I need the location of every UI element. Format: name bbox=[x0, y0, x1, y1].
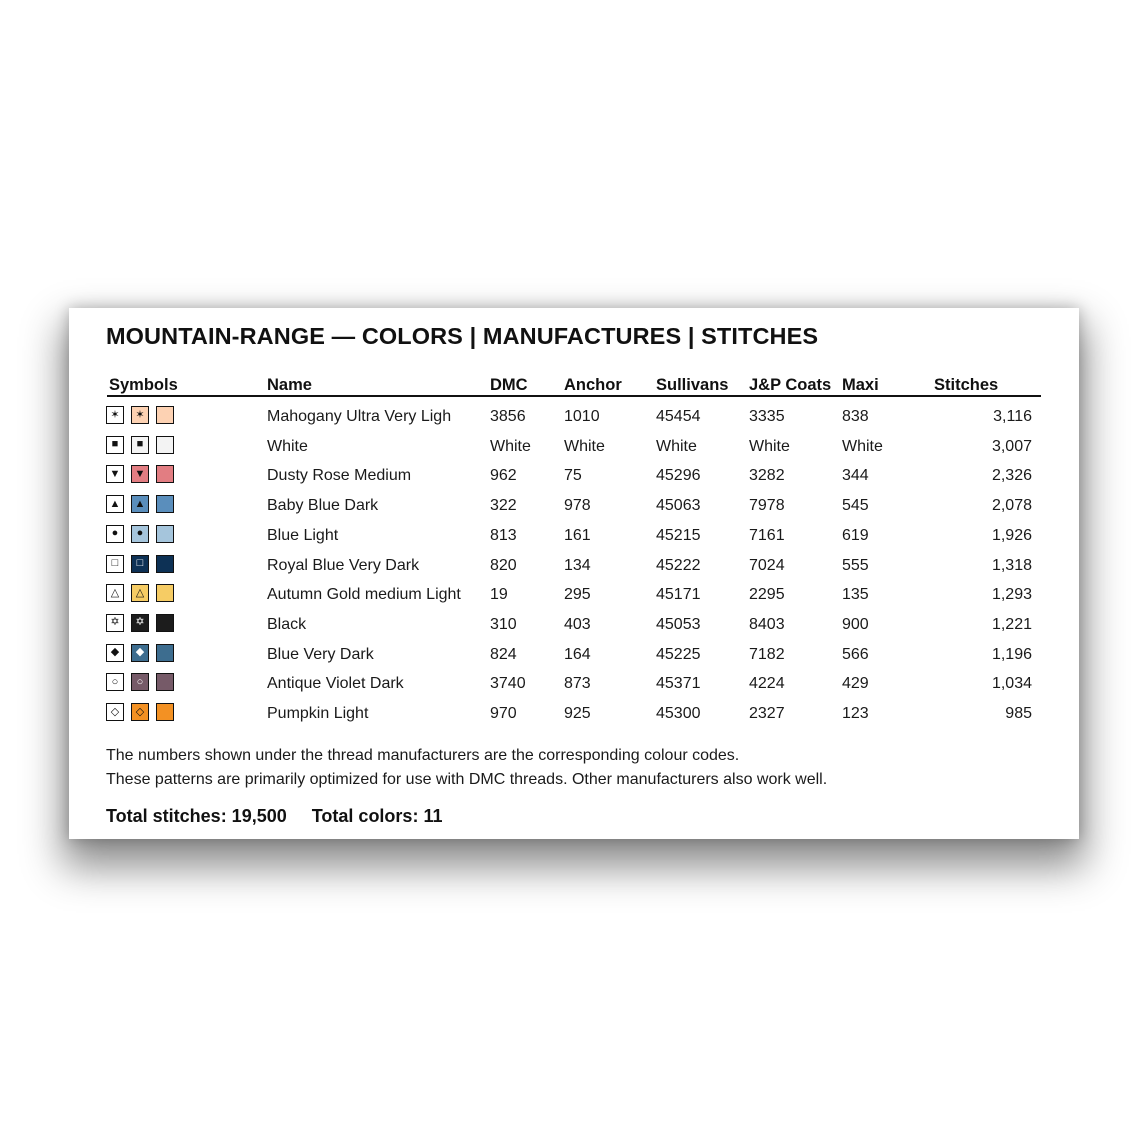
row-jp-coats: 7182 bbox=[749, 645, 785, 663]
color-swatch bbox=[156, 465, 174, 483]
header-maxi: Maxi bbox=[842, 376, 879, 394]
table-row bbox=[69, 462, 1079, 490]
row-dmc: 3856 bbox=[490, 408, 526, 425]
row-stitches: 1,926 bbox=[991, 526, 1032, 544]
table-row bbox=[69, 522, 1079, 550]
row-name: Pumpkin Light bbox=[267, 705, 369, 722]
symbol-icon: ✡ bbox=[106, 614, 124, 632]
row-maxi: 135 bbox=[842, 586, 869, 604]
row-jp-coats: 8403 bbox=[749, 615, 785, 633]
row-sullivans: 45063 bbox=[656, 497, 701, 515]
row-maxi: 900 bbox=[842, 615, 869, 633]
row-name: White bbox=[267, 437, 308, 455]
row-anchor: 161 bbox=[564, 526, 591, 544]
table-row bbox=[69, 611, 1079, 639]
color-swatch bbox=[156, 673, 174, 691]
row-maxi: 344 bbox=[842, 467, 869, 485]
row-sullivans: 45296 bbox=[656, 467, 701, 485]
table-row bbox=[69, 552, 1079, 580]
row-name: Baby Blue Dark bbox=[267, 497, 379, 515]
symbol-on-color-icon: ✶ bbox=[131, 406, 149, 424]
total-colors: Total colors: 11 bbox=[311, 806, 443, 826]
row-name: Mahogany Ultra Very Ligh bbox=[267, 408, 452, 425]
row-sullivans: 45215 bbox=[656, 526, 701, 544]
symbol-icon: ✶ bbox=[106, 406, 124, 424]
row-sullivans: 45371 bbox=[656, 675, 701, 693]
table-row bbox=[69, 641, 1079, 669]
table-row bbox=[69, 581, 1079, 609]
row-maxi: 555 bbox=[842, 556, 869, 574]
symbol-icon: ◇ bbox=[106, 703, 124, 721]
symbol-icon: ▼ bbox=[106, 465, 124, 483]
header-sullivans: Sullivans bbox=[656, 376, 729, 394]
row-stitches: 1,318 bbox=[991, 556, 1032, 574]
row-jp-coats: 2327 bbox=[749, 705, 785, 722]
header-symbols: Symbols bbox=[109, 376, 178, 394]
row-dmc: 3740 bbox=[490, 675, 526, 693]
row-dmc: 310 bbox=[490, 615, 517, 633]
row-sullivans: White bbox=[656, 437, 697, 455]
symbol-icon: △ bbox=[106, 584, 124, 602]
symbol-on-color-icon: ✡ bbox=[131, 614, 149, 632]
row-jp-coats: 3282 bbox=[749, 467, 785, 485]
row-sullivans: 45225 bbox=[656, 645, 701, 663]
row-jp-coats: 2295 bbox=[749, 586, 785, 604]
row-stitches: 1,196 bbox=[991, 645, 1032, 663]
row-anchor: 75 bbox=[564, 467, 582, 485]
symbol-on-color-icon: ▼ bbox=[131, 465, 149, 483]
row-name: Dusty Rose Medium bbox=[267, 467, 412, 485]
row-maxi: 545 bbox=[842, 497, 869, 515]
row-jp-coats: 7978 bbox=[749, 497, 785, 515]
symbol-icon: ◆ bbox=[106, 644, 124, 662]
row-maxi: 838 bbox=[842, 408, 869, 425]
header-name: Name bbox=[267, 376, 312, 394]
symbol-icon: ▲ bbox=[106, 495, 124, 513]
symbol-icon: □ bbox=[106, 555, 124, 573]
symbol-on-color-icon: ● bbox=[131, 525, 149, 543]
header-stitches: Stitches bbox=[934, 376, 999, 394]
row-anchor: 295 bbox=[564, 586, 591, 604]
row-stitches: 2,078 bbox=[991, 497, 1032, 515]
row-anchor: 925 bbox=[564, 705, 591, 722]
row-name: Black bbox=[267, 615, 307, 633]
symbol-on-color-icon: ◆ bbox=[131, 644, 149, 662]
table-row bbox=[69, 670, 1079, 698]
row-dmc: 19 bbox=[490, 586, 508, 604]
symbol-on-color-icon: △ bbox=[131, 584, 149, 602]
row-name: Blue Very Dark bbox=[267, 645, 374, 663]
header-dmc: DMC bbox=[490, 376, 528, 394]
row-stitches: 3,007 bbox=[991, 437, 1032, 455]
row-dmc: 322 bbox=[490, 497, 517, 515]
symbol-on-color-icon: ■ bbox=[131, 436, 149, 454]
row-jp-coats: 4224 bbox=[749, 675, 785, 693]
row-anchor: 403 bbox=[564, 615, 591, 633]
header-anchor: Anchor bbox=[564, 376, 622, 394]
row-maxi: White bbox=[842, 437, 883, 455]
color-swatch bbox=[156, 495, 174, 513]
row-jp-coats: White bbox=[749, 437, 790, 455]
row-anchor: 978 bbox=[564, 497, 591, 515]
row-name: Autumn Gold medium Light bbox=[267, 586, 461, 604]
row-stitches: 1,034 bbox=[991, 675, 1032, 693]
symbol-icon: ● bbox=[106, 525, 124, 543]
row-dmc: 820 bbox=[490, 556, 517, 574]
row-dmc: 813 bbox=[490, 526, 517, 544]
color-swatch bbox=[156, 436, 174, 454]
color-swatch bbox=[156, 406, 174, 424]
row-anchor: White bbox=[564, 437, 605, 455]
color-swatch bbox=[156, 614, 174, 632]
totals bbox=[106, 806, 442, 827]
table-row bbox=[69, 700, 1079, 728]
page-title: MOUNTAIN-RANGE — COLORS | MANUFACTURES | STITCHES bbox=[106, 323, 819, 349]
symbol-on-color-icon: ◇ bbox=[131, 703, 149, 721]
row-maxi: 619 bbox=[842, 526, 869, 544]
row-sullivans: 45171 bbox=[656, 586, 701, 604]
symbol-icon: ■ bbox=[106, 436, 124, 454]
symbol-on-color-icon: ▲ bbox=[131, 495, 149, 513]
row-stitches: 3,116 bbox=[993, 408, 1032, 425]
row-stitches: 985 bbox=[1005, 705, 1032, 722]
row-sullivans: 45454 bbox=[656, 408, 701, 425]
row-anchor: 134 bbox=[564, 556, 591, 574]
row-dmc: 962 bbox=[490, 467, 517, 485]
row-dmc: 824 bbox=[490, 645, 517, 663]
color-key-card bbox=[69, 308, 1079, 839]
row-dmc: 970 bbox=[490, 705, 517, 722]
row-sullivans: 45053 bbox=[656, 615, 701, 633]
row-dmc: White bbox=[490, 437, 531, 455]
symbol-on-color-icon: ○ bbox=[131, 673, 149, 691]
row-maxi: 566 bbox=[842, 645, 869, 663]
color-swatch bbox=[156, 555, 174, 573]
row-maxi: 123 bbox=[842, 705, 869, 722]
row-jp-coats: 7161 bbox=[749, 526, 785, 544]
symbol-on-color-icon: □ bbox=[131, 555, 149, 573]
table-header bbox=[107, 374, 1041, 397]
row-jp-coats: 7024 bbox=[749, 556, 785, 574]
row-anchor: 1010 bbox=[564, 408, 600, 425]
header-jp-coats: J&P Coats bbox=[749, 376, 832, 394]
row-maxi: 429 bbox=[842, 675, 869, 693]
table-row bbox=[69, 433, 1079, 461]
row-name: Royal Blue Very Dark bbox=[267, 556, 420, 574]
symbol-icon: ○ bbox=[106, 673, 124, 691]
row-sullivans: 45222 bbox=[656, 556, 701, 574]
table-row bbox=[69, 492, 1079, 520]
note-dmc-optimized: These patterns are primarily optimized for use with DMC threads. Other manufacturers also work well. bbox=[106, 771, 828, 788]
row-anchor: 164 bbox=[564, 645, 591, 663]
total-stitches: Total stitches: 19,500 bbox=[106, 806, 287, 826]
row-name: Antique Violet Dark bbox=[267, 675, 404, 693]
note-colour-codes: The numbers shown under the thread manufacturers are the corresponding colour codes. bbox=[106, 747, 740, 764]
color-swatch bbox=[156, 584, 174, 602]
table-row bbox=[69, 403, 1079, 431]
row-stitches: 1,221 bbox=[991, 615, 1032, 633]
color-swatch bbox=[156, 644, 174, 662]
row-sullivans: 45300 bbox=[656, 705, 701, 722]
row-stitches: 1,293 bbox=[991, 586, 1032, 604]
row-anchor: 873 bbox=[564, 675, 591, 693]
row-jp-coats: 3335 bbox=[749, 408, 785, 425]
color-swatch bbox=[156, 703, 174, 721]
row-name: Blue Light bbox=[267, 526, 339, 544]
color-swatch bbox=[156, 525, 174, 543]
row-stitches: 2,326 bbox=[991, 467, 1032, 485]
